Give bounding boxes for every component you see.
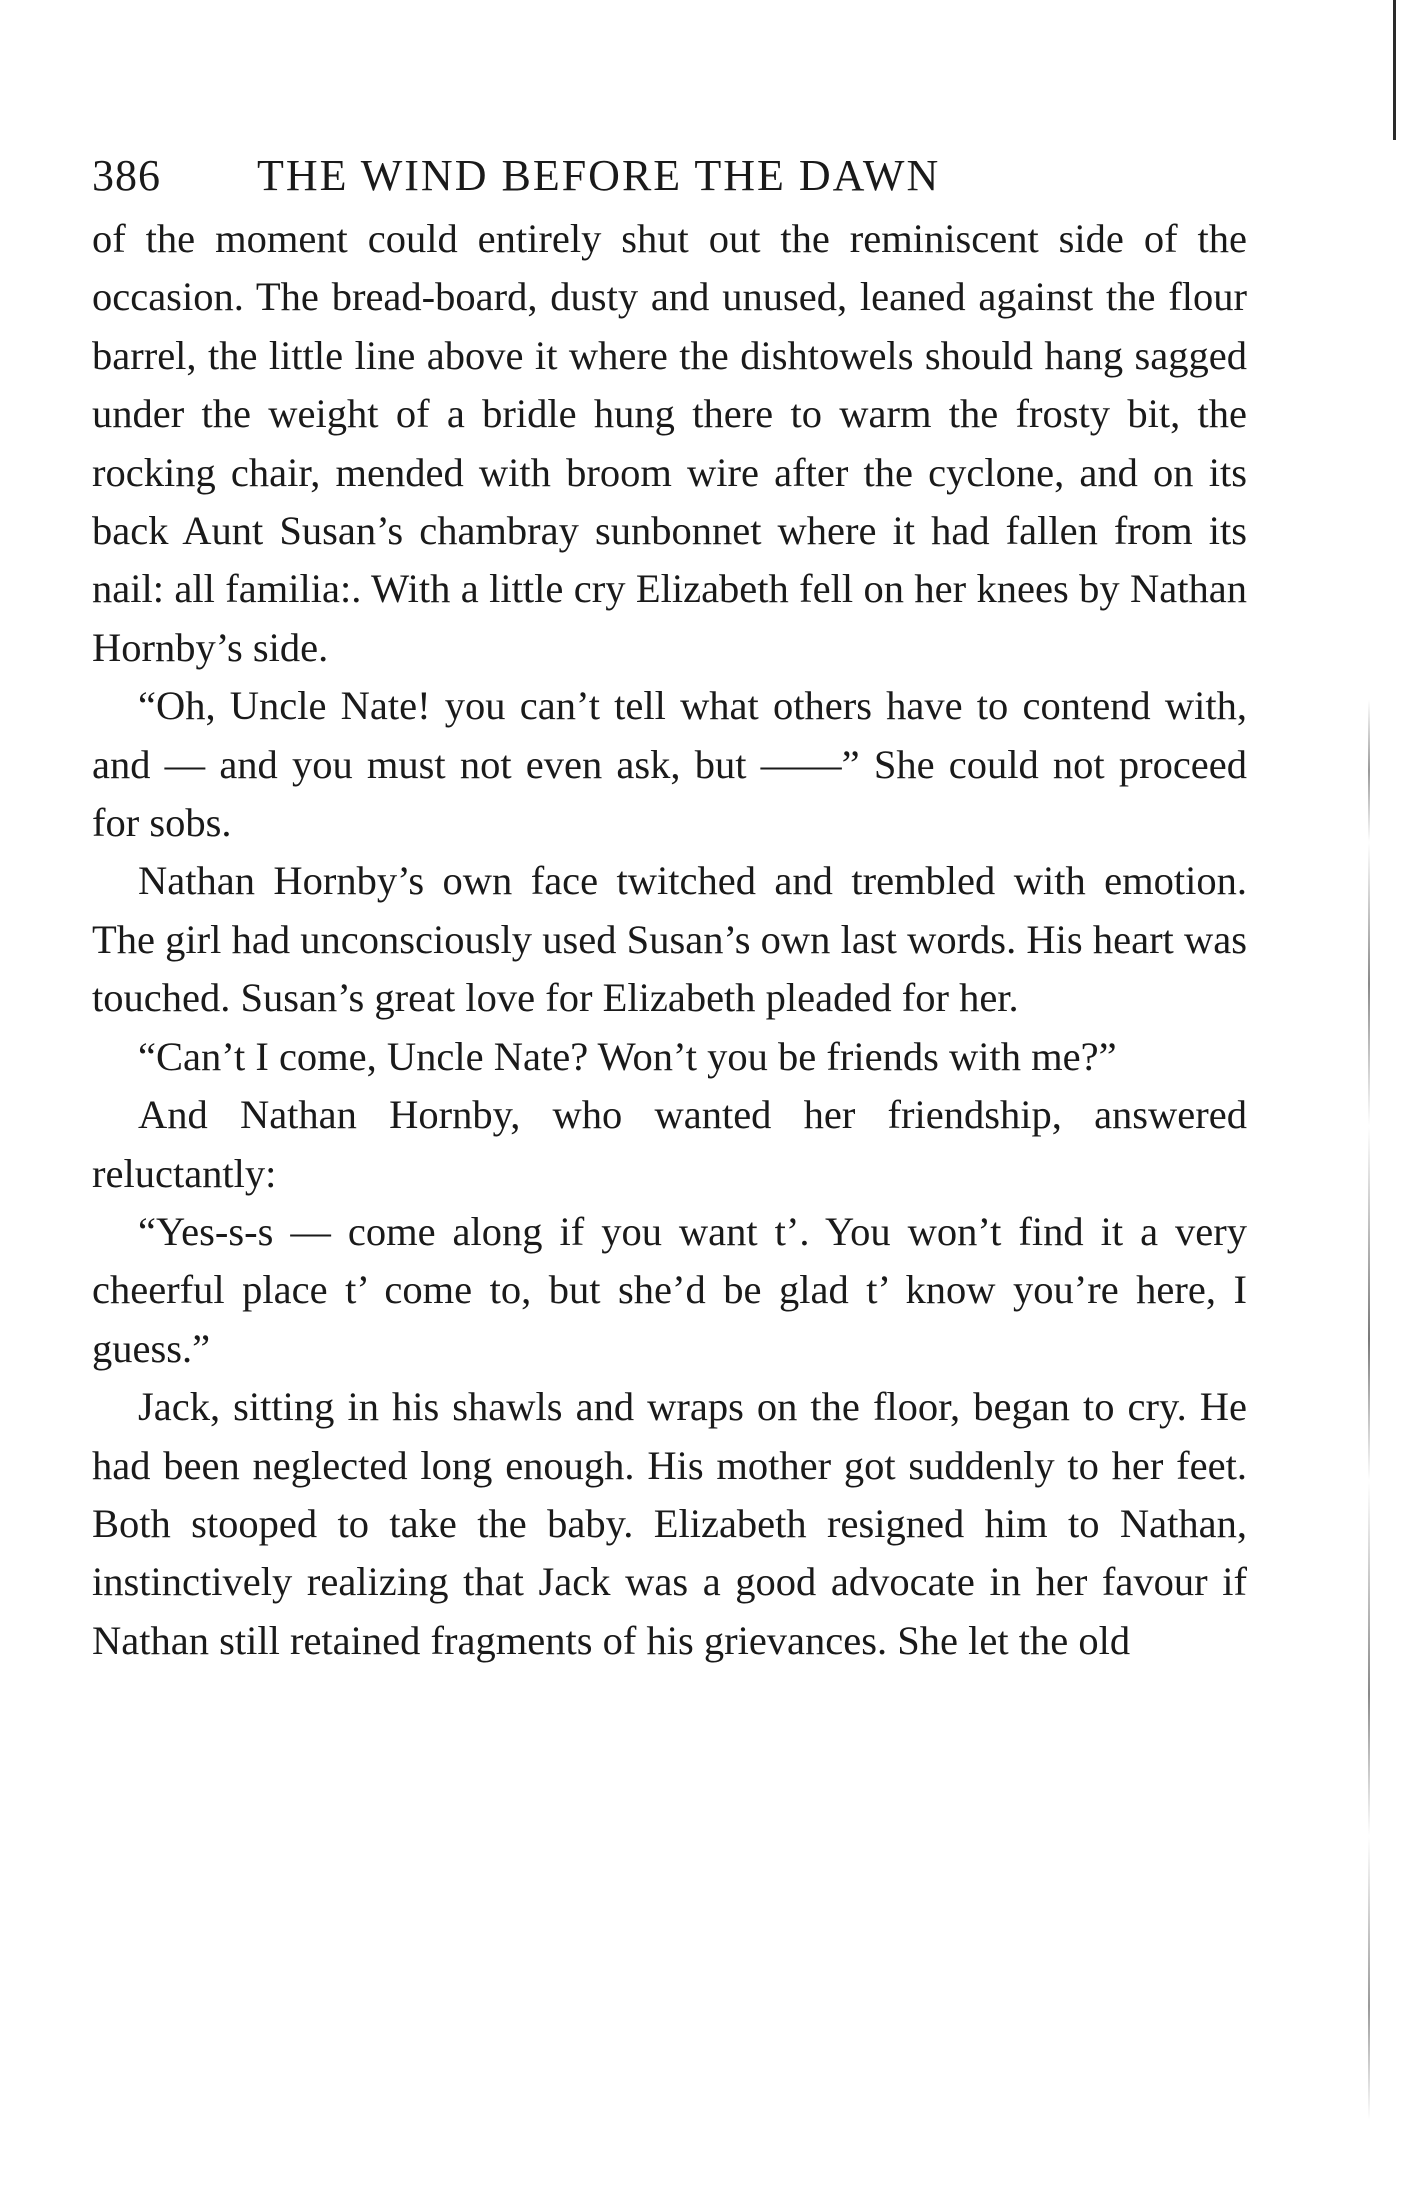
page-edge-line	[1393, 0, 1396, 140]
paragraph-3: Nathan Hornby’s own face twitched and trembled with emotion. The girl had unconsciously used Susan’s own last words. His heart was touched. Susan’s great love for Elizabeth pleaded for her.	[92, 858, 1247, 1021]
page-edge-shadow	[1368, 700, 1370, 2120]
running-title: THE WIND BEFORE THE DAWN	[257, 151, 941, 200]
running-head	[92, 150, 1247, 210]
page-number: 386	[92, 151, 161, 200]
paragraph-5: And Nathan Hornby, who wanted her friendship, answered reluctantly:	[92, 1092, 1247, 1196]
paragraph-7: Jack, sitting in his shawls and wraps on the floor, began to cry. He had been neglected long enough. His mother got suddenly to her feet. Both stooped to take the baby. Elizabeth resigned him to Nathan, instinctively realizing that Jack was a good advocate in her favour if Nathan still retained fragments of his grievances. She let the old	[92, 1384, 1247, 1663]
book-page	[92, 150, 1247, 1670]
paragraph-2: “Oh, Uncle Nate! you can’t tell what others have to contend with, and — and you must not even ask, but ——” She could not proceed for sobs.	[92, 683, 1247, 846]
paragraph-6: “Yes-s-s — come along if you want t’. You won’t find it a very cheerful place t’ come to, but she’d be glad t’ know you’re here, I guess.”	[92, 1208, 1247, 1371]
paragraph-4: “Can’t I come, Uncle Nate? Won’t you be friends with me?”	[138, 1033, 1117, 1079]
body-text	[92, 210, 1247, 1670]
paragraph-1: of the moment could entirely shut out the reminiscent side of the occasion. The bread-board, dusty and unused, leaned against the flour barrel, the little line above it where the dishtowels should hang sagged under the weight of a bridle hung there to warm the frosty bit, the rocking chair, mended with broom wire after the cyclone, and on its back Aunt Susan’s chambray sunbonnet where it had fallen from its nail: all familia:. With a little cry Elizabeth fell on her knees by Nathan Hornby’s side.	[92, 216, 1247, 670]
